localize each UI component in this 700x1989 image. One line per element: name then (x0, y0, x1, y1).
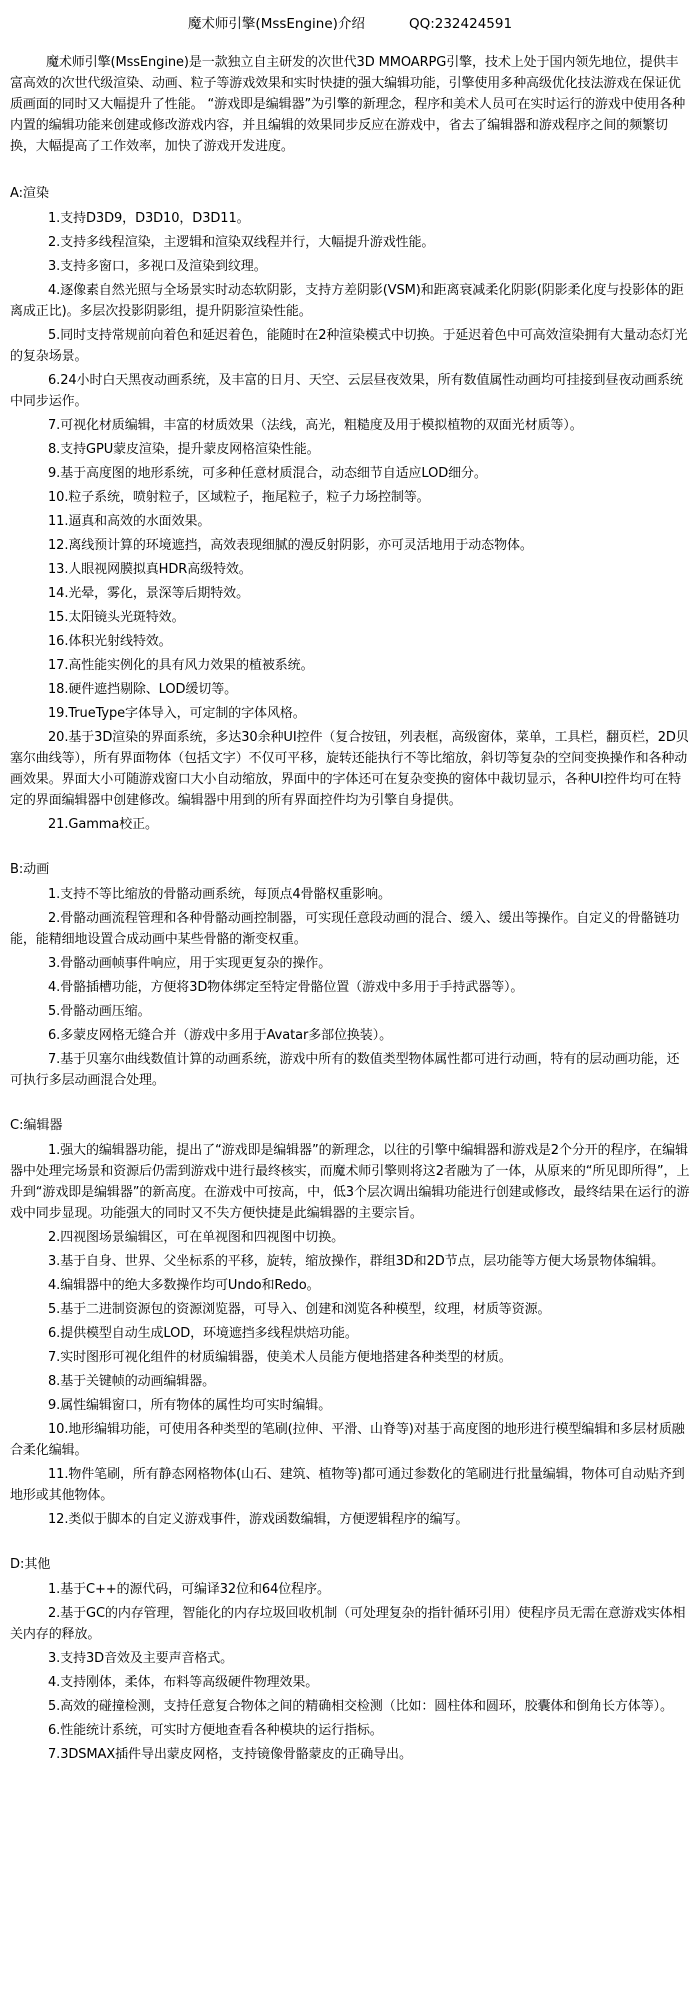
list-item: 6.性能统计系统，可实时方便地查看各种模块的运行指标。 (48, 1723, 383, 1738)
list-item: 3.支持多窗口，多视口及渲染到纹理。 (48, 259, 267, 274)
list-item: 14.光晕，雾化，景深等后期特效。 (48, 586, 249, 601)
list-item: 9.属性编辑窗口，所有物体的属性均可实时编辑。 (48, 1398, 332, 1413)
list-item: 19.TrueType字体导入，可定制的字体风格。 (48, 706, 306, 721)
list-item: 6.24小时白天黑夜动画系统，及丰富的日月、天空、云层昼夜效果，所有数值属性动画均可挂接到昼夜动画系统中同步运作。 (10, 373, 683, 409)
section-editor (10, 1115, 690, 1530)
list-item: 7.基于贝塞尔曲线数值计算的动画系统，游戏中所有的数值类型物体属性都可进行动画，特有的层动画功能，还可执行多层动画混合处理。 (10, 1052, 680, 1088)
list-item: 18.硬件遮挡剔除、LOD缓切等。 (48, 682, 237, 697)
list-item: 9.基于高度图的地形系统，可多种任意材质混合，动态细节自适应LOD细分。 (48, 466, 487, 481)
feature-list (10, 1140, 690, 1530)
list-item: 11.物件笔刷，所有静态网格物体(山石、建筑、植物等)都可通过参数化的笔刷进行批量编辑，物体可自动贴齐到地形或其他物体。 (10, 1467, 685, 1503)
section-animation (10, 859, 690, 1091)
list-item: 10.粒子系统，喷射粒子，区域粒子，拖尾粒子，粒子力场控制等。 (48, 490, 430, 505)
section-title: B:动画 (10, 862, 50, 877)
list-item: 10.地形编辑功能，可使用各种类型的笔刷(拉伸、平滑、山脊等)对基于高度图的地形进行模型编辑和多层材质融合柔化编辑。 (10, 1422, 685, 1458)
list-item: 7.实时图形可视化组件的材质编辑器，使美术人员能方便地搭建各种类型的材质。 (48, 1350, 512, 1365)
feature-list (10, 1579, 690, 1765)
contact-qq: QQ:232424591 (408, 16, 513, 32)
list-item: 7.可视化材质编辑，丰富的材质效果（法线，高光，粗糙度及用于模拟植物的双面光材质等）。 (48, 418, 583, 433)
feature-list (10, 208, 690, 835)
list-item: 8.基于关键帧的动画编辑器。 (48, 1374, 216, 1389)
document-title: 魔术师引擎(MssEngine)介绍 (187, 16, 365, 32)
list-item: 4.编辑器中的绝大多数操作均可Undo和Redo。 (48, 1278, 320, 1293)
list-item: 5.骨骼动画压缩。 (48, 1004, 151, 1019)
list-item: 5.同时支持常规前向着色和延迟着色，能随时在2种渲染模式中切换。于延迟着色中可高效渲染拥有大量动态灯光的复杂场景。 (10, 328, 688, 364)
list-item: 21.Gamma校正。 (48, 817, 158, 832)
section-rendering (10, 183, 690, 835)
section-other (10, 1554, 690, 1765)
section-title: C:编辑器 (10, 1118, 63, 1133)
list-item: 3.骨骼动画帧事件响应，用于实现更复杂的操作。 (48, 956, 332, 971)
list-item: 8.支持GPU蒙皮渲染，提升蒙皮网格渲染性能。 (48, 442, 320, 457)
section-title: A:渲染 (10, 186, 50, 201)
list-item: 17.高性能实例化的具有风力效果的植被系统。 (48, 658, 314, 673)
list-item: 13.人眼视网膜拟真HDR高级特效。 (48, 562, 252, 577)
list-item: 4.骨骼插槽功能，方便将3D物体绑定至特定骨骼位置（游戏中多用于手持武器等）。 (48, 980, 524, 995)
list-item: 1.支持不等比缩放的骨骼动画系统，每顶点4骨骼权重影响。 (48, 887, 391, 902)
list-item: 1.强大的编辑器功能，提出了“游戏即是编辑器”的新理念，以往的引擎中编辑器和游戏是2个分开的程序，在编辑器中处理完场景和资源后仍需到游戏中进行最终核实，而魔术师引擎则将这2者融为了一体，从原来的“所见即所得”，上升到“游戏即是编辑器”的新高度。在游戏中可按高，中，低3个层次调出编辑功能进行创建或修改，最终结果在运行的游戏中同步显现。功能强大的同时又不失方便快捷是此编辑器的主要宗旨。 (10, 1143, 690, 1221)
list-item: 11.逼真和高效的水面效果。 (48, 514, 211, 529)
section-title: D:其他 (10, 1557, 51, 1572)
document-header (10, 14, 690, 34)
list-item: 2.支持多线程渲染，主逻辑和渲染双线程并行，大幅提升游戏性能。 (48, 235, 435, 250)
list-item: 5.高效的碰撞检测，支持任意复合物体之间的精确相交检测（比如：圆柱体和圆环，胶囊体和倒角长方体等）。 (48, 1699, 673, 1714)
feature-list (10, 884, 690, 1091)
list-item: 12.离线预计算的环境遮挡，高效表现细腻的漫反射阴影，亦可灵活地用于动态物体。 (48, 538, 533, 553)
list-item: 2.四视图场景编辑区，可在单视图和四视图中切换。 (48, 1230, 345, 1245)
list-item: 16.体积光射线特效。 (48, 634, 172, 649)
list-item: 15.太阳镜头光斑特效。 (48, 610, 185, 625)
list-item: 1.基于C++的源代码，可编译32位和64位程序。 (48, 1582, 330, 1597)
list-item: 3.支持3D音效及主要声音格式。 (48, 1651, 234, 1666)
list-item: 4.逐像素自然光照与全场景实时动态软阴影，支持方差阴影(VSM)和距离衰减柔化阴影(阴影柔化度与投影体的距离成正比)。多层次投影阴影组，提升阴影渲染性能。 (10, 283, 684, 319)
intro-paragraph: 魔术师引擎(MssEngine)是一款独立自主研发的次世代3D MMOARPG引擎，技术上处于国内领先地位，提供丰富高效的次世代级渲染、动画、粒子等游戏效果和实时快捷的强大编辑功能，引擎使用多种高级优化技法游戏在保证优质画面的同时又大幅提升了性能。 “游戏即是编辑器”为引擎的新理念，程序和美术人员可在实时运行的游戏中使用各种内置的编辑功能来创建或修改游戏内容，并且编辑的效果同步反应在游戏中，省去了编辑器和游戏程序之间的频繁切换，大幅提高了工作效率，加快了游戏开发进度。 (10, 55, 686, 154)
list-item: 12.类似于脚本的自定义游戏事件，游戏函数编辑，方便逻辑程序的编写。 (48, 1512, 469, 1527)
list-item: 3.基于自身、世界、父坐标系的平移，旋转，缩放操作，群组3D和2D节点，层功能等方便大场景物体编辑。 (48, 1254, 664, 1269)
list-item: 5.基于二进制资源包的资源浏览器，可导入、创建和浏览各种模型，纹理，材质等资源。 (48, 1302, 551, 1317)
list-item: 6.多蒙皮网格无缝合并（游戏中多用于Avatar多部位换装）。 (48, 1028, 393, 1043)
list-item: 2.骨骼动画流程管理和各种骨骼动画控制器，可实现任意段动画的混合、缓入、缓出等操作。自定义的骨骼链功能，能精细地设置合成动画中某些骨骼的渐变权重。 (10, 911, 680, 947)
list-item: 20.基于3D渲染的界面系统，多达30余种UI控件（复合按钮，列表框，高级窗体，菜单，工具栏，翻页栏，2D贝塞尔曲线等），所有界面物体（包括文字）不仅可平移，旋转还能执行不等比缩放，斜切等复杂的空间变换操作和各种动画效果。界面大小可随游戏窗口大小自动缩放，界面中的字体还可在复杂变换的窗体中裁切显示，各种UI控件均可在特定的界面编辑器中创建修改。编辑器中用到的所有界面控件均为引擎自身提供。 (10, 730, 689, 808)
list-item: 4.支持刚体，柔体，布料等高级硬件物理效果。 (48, 1675, 319, 1690)
list-item: 2.基于GC的内存管理，智能化的内存垃圾回收机制（可处理复杂的指针循环引用）使程序员无需在意游戏实体相关内存的释放。 (10, 1606, 686, 1642)
list-item: 6.提供模型自动生成LOD，环境遮挡多线程烘焙功能。 (48, 1326, 358, 1341)
list-item: 1.支持D3D9，D3D10，D3D11。 (48, 211, 250, 226)
list-item: 7.3DSMAX插件导出蒙皮网格，支持镜像骨骼蒙皮的正确导出。 (48, 1747, 412, 1762)
